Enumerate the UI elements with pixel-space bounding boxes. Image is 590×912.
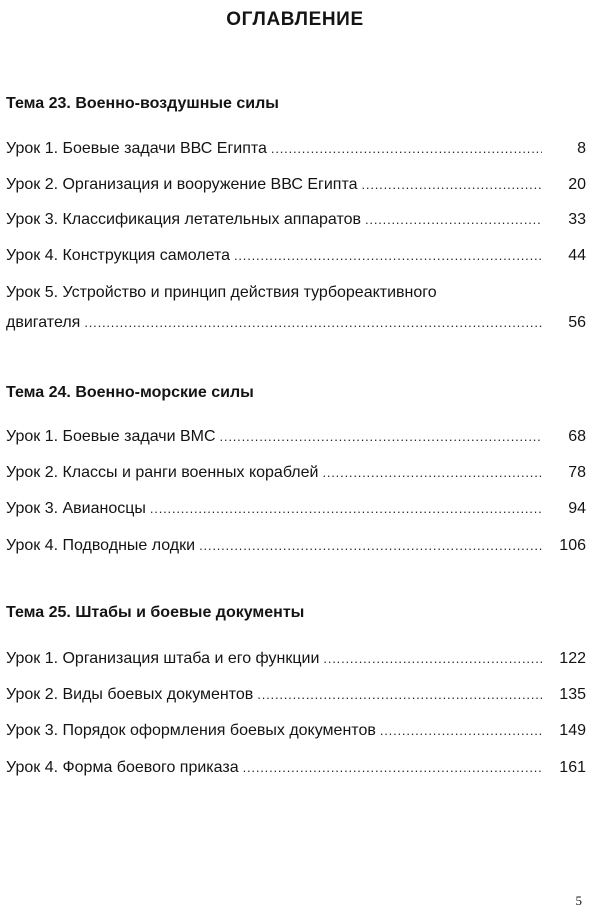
- dot-leader: [271, 141, 542, 156]
- toc-entry-label: Урок 5. Устройство и принцип действия турбореактивного: [6, 284, 437, 301]
- dot-leader: [323, 651, 542, 666]
- toc-entry[interactable]: [6, 650, 586, 672]
- toc-entry[interactable]: [6, 500, 586, 522]
- toc-entry[interactable]: [6, 140, 586, 162]
- dot-leader: [150, 501, 542, 516]
- toc-entry-page: 106: [559, 537, 586, 554]
- toc-entry-label: Урок 3. Классификация летательных аппаратов: [6, 211, 362, 228]
- toc-entry-label: Урок 3. Авианосцы: [6, 500, 146, 517]
- dot-leader: [365, 212, 542, 227]
- toc-entry[interactable]: [6, 284, 586, 332]
- toc-entry[interactable]: [6, 176, 586, 198]
- dot-leader: [199, 538, 542, 553]
- toc-entry-label: Урок 4. Конструкция самолета: [6, 247, 230, 264]
- toc-entry-page: 78: [568, 464, 586, 481]
- toc-entry[interactable]: [6, 537, 586, 559]
- toc-entry-label: Урок 3. Порядок оформления боевых документов: [6, 722, 376, 739]
- toc-entry-page: 68: [568, 428, 586, 445]
- dot-leader: [362, 177, 542, 192]
- toc-entry-label: Урок 4. Подводные лодки: [6, 537, 196, 554]
- toc-entry-label: Урок 1. Боевые задачи ВМС: [6, 428, 216, 445]
- toc-entry-page: 135: [559, 686, 586, 703]
- toc-entry-label: Урок 1. Организация штаба и его функции: [6, 650, 320, 667]
- dot-leader: [322, 465, 542, 480]
- page-number: 5: [575, 893, 582, 908]
- toc-entry[interactable]: [6, 722, 586, 744]
- toc-entry-label: Урок 2. Виды боевых документов: [6, 686, 254, 703]
- toc-entry-label: Урок 4. Форма боевого приказа: [6, 759, 239, 776]
- dot-leader: [257, 687, 542, 702]
- dot-leader: [243, 760, 542, 775]
- toc-entry-page: 94: [568, 500, 586, 517]
- dot-leader: [234, 248, 542, 263]
- toc-entry-page: 56: [568, 314, 586, 331]
- toc-entry-label: Урок 2. Организация и вооружение ВВС Египта: [6, 176, 358, 193]
- topic-heading: Тема 23. Военно-воздушные силы: [6, 95, 279, 112]
- topic-heading: Тема 24. Военно-морские силы: [6, 384, 254, 401]
- dot-leader: [84, 315, 542, 330]
- toc-entry[interactable]: [6, 211, 586, 233]
- toc-entry[interactable]: [6, 464, 586, 486]
- toc-entry-page: 20: [568, 176, 586, 193]
- dot-leader: [380, 723, 542, 738]
- toc-entry-page: 122: [559, 650, 586, 667]
- dot-leader: [220, 429, 542, 444]
- toc-entry-page: 8: [577, 140, 586, 157]
- toc-entry-label: Урок 2. Классы и ранги военных кораблей: [6, 464, 319, 481]
- toc-entry-page: 161: [559, 759, 586, 776]
- page-title: ОГЛАВЛЕНИЕ: [226, 9, 364, 30]
- toc-entry[interactable]: [6, 686, 586, 708]
- topic-heading: Тема 25. Штабы и боевые документы: [6, 604, 305, 621]
- toc-entry-label: Урок 1. Боевые задачи ВВС Египта: [6, 140, 267, 157]
- toc-entry-page: 44: [568, 247, 586, 264]
- toc-entry[interactable]: [6, 428, 586, 450]
- toc-entry[interactable]: [6, 759, 586, 781]
- toc-entry-page: 33: [568, 211, 586, 228]
- toc-entry-page: 149: [559, 722, 586, 739]
- toc-entry-label-continued: двигателя: [6, 314, 81, 331]
- toc-entry[interactable]: [6, 247, 586, 269]
